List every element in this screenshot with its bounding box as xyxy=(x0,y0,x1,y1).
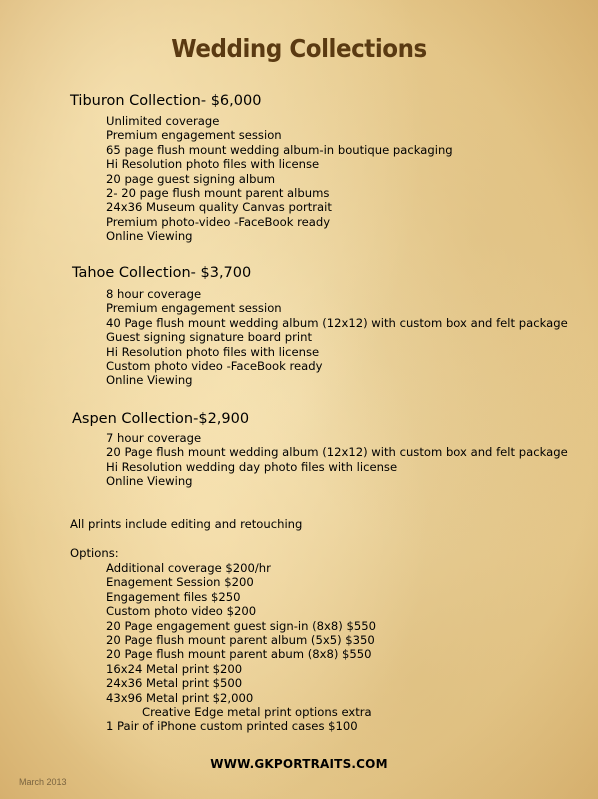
list-item: 1 Pair of iPhone custom printed cases $100 xyxy=(106,719,358,734)
list-item: Guest signing signature board print xyxy=(106,330,313,345)
website-url: WWW.GKPORTRAITS.COM xyxy=(210,757,388,771)
list-item: Enagement Session $200 xyxy=(106,575,254,590)
list-item: Additional coverage $200/hr xyxy=(106,561,271,575)
list-item: 20 Page flush mount parent abum (8x8) $550 xyxy=(106,647,372,662)
list-item: Hi Resolution photo files with license xyxy=(106,344,320,359)
list-item: 20 Page flush mount parent album (5x5) $350 xyxy=(106,633,375,648)
list-item: Online Viewing xyxy=(106,474,193,489)
list-item: Online Viewing xyxy=(106,373,193,388)
list-item: 7 hour coverage xyxy=(106,431,202,445)
tahoe-feature-list xyxy=(106,287,568,388)
list-item: 20 Page engagement guest sign-in (8x8) $550 xyxy=(106,618,377,633)
list-item: Custom photo video $200 xyxy=(106,604,257,619)
list-item: 24x36 Metal print $500 xyxy=(106,676,243,691)
list-item: Online Viewing xyxy=(106,229,193,244)
list-item: Hi Resolution photo files with license xyxy=(106,157,320,172)
list-item: 40 Page flush mount wedding album (12x12) with custom box and felt package xyxy=(106,315,568,330)
date-stamp: March 2013 xyxy=(19,777,67,787)
list-item: Unlimited coverage xyxy=(106,114,220,128)
list-item: 20 page guest signing album xyxy=(106,171,276,186)
prints-note: All prints include editing and retouching xyxy=(70,517,303,531)
list-item: 43x96 Metal print $2,000 xyxy=(106,690,254,705)
list-item: Premium engagement session xyxy=(106,128,282,143)
list-item: Creative Edge metal print options extra xyxy=(142,705,372,720)
aspen-feature-list xyxy=(106,431,568,489)
list-item: Premium engagement session xyxy=(106,301,282,316)
options-list xyxy=(106,561,376,734)
tiburon-feature-list xyxy=(106,114,453,244)
list-item: Hi Resolution wedding day photo files with license xyxy=(106,459,398,474)
page-title: Wedding Collections xyxy=(171,34,427,63)
list-item: 20 Page flush mount wedding album (12x12) with custom box and felt package xyxy=(106,445,568,460)
list-item: 65 page flush mount wedding album-in boutique packaging xyxy=(106,142,453,157)
tahoe-heading: Tahoe Collection- $3,700 xyxy=(72,265,252,281)
options-label: Options: xyxy=(70,546,119,560)
list-item: Engagement files $250 xyxy=(106,589,241,604)
tiburon-heading: Tiburon Collection- $6,000 xyxy=(70,93,262,109)
aspen-heading: Aspen Collection-$2,900 xyxy=(72,411,250,427)
list-item: Custom photo video -FaceBook ready xyxy=(106,359,323,374)
list-item: Premium photo-video -FaceBook ready xyxy=(106,214,331,229)
list-item: 16x24 Metal print $200 xyxy=(106,661,243,676)
list-item: 24x36 Museum quality Canvas portrait xyxy=(106,200,332,215)
list-item: 2- 20 page flush mount parent albums xyxy=(106,186,330,201)
list-item: 8 hour coverage xyxy=(106,287,202,301)
